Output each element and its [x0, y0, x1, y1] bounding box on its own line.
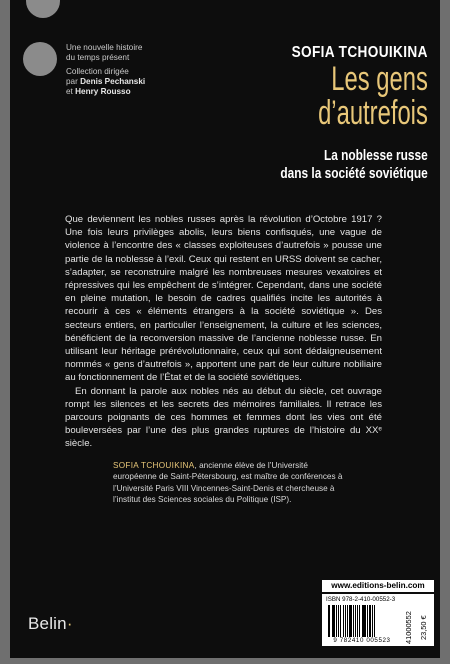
author-bio [113, 460, 353, 506]
book-subtitle-line-1: La noblesse russe [324, 148, 428, 164]
decorative-circle-top [26, 0, 60, 18]
book-title [318, 62, 428, 130]
barcode-number: 9 782410 005523 [333, 637, 391, 644]
blurb-paragraph-2: En donnant la parole aux nobles nés au début du siècle, cet ouvrage rompt les silences et les secrets des mémoires familiales. Il retrace les parcours poignants de ces hommes et femmes dont les vies ont été bouleversées par l’une des plus grandes ruptures de l’histoire du XXᵉ siècle. [65, 385, 382, 450]
series-line-1: Une nouvelle histoire [66, 43, 143, 52]
publisher-website: www.editions-belin.com [322, 580, 434, 592]
back-cover [10, 0, 440, 658]
bio-text: , ancienne élève de l’Université européenne de Saint-Pétersbourg, est maître de conférences à l’Université Paris VIII Vincennes-Saint-Denis et chercheuse à l’institut des Sciences sociales du Politique (ISP). [113, 461, 343, 505]
author-name: SOFIA TCHOUIKINA [291, 44, 428, 61]
barcode-panel [322, 594, 434, 646]
book-title-line-2: d’autrefois [318, 94, 428, 132]
series-line-4: par Denis Pechanski [66, 76, 146, 86]
product-code: 41000552 [404, 611, 413, 644]
publisher-name: Belin [28, 614, 67, 633]
series-line-2: du temps présent [66, 53, 130, 63]
publisher-dot: · [66, 614, 73, 633]
series-director-2: Henry Rousso [75, 87, 131, 97]
barcode-icon [328, 605, 396, 637]
series-line-5: et Henry Rousso [66, 87, 131, 97]
series-info [66, 43, 176, 97]
book-title-line-1: Les gens [331, 60, 428, 98]
series-director-1: Denis Pechanski [80, 76, 146, 86]
blurb-paragraph-1: Que deviennent les nobles russes après la révolution d’Octobre 1917 ? Une fois leurs privilèges abolis, leurs biens confisqués, une vague de violence à l’encontre des « classes exploiteuses d’autrefois » pousse une partie de la noblesse à l’exil. Ceux qui restent en URSS doivent se cacher, s’adapter, se reconstruire malgré les nombreuses mesures vexatoires et répressives qui les empêchent de s’intégrer. Cependant, dans une société en pleine mutation, le besoin de cadres qualifiés incite les autorités à recourir à ces « éléments étrangers à la société soviétique ». Des secteurs entiers, en particulier l’enseignement, la culture et les sciences, bénéficient de la reconversion massive de l’ancienne noblesse russe. En utilisant leur héritage prérévolutionnaire, ceux qui sont dédaigneusement nommés « gens d’autrefois », apportent une part de leur culture nobiliaire au fonctionnement de l’État et de la société soviétiques. [65, 214, 382, 384]
bio-author-name: SOFIA TCHOUIKINA [113, 461, 195, 470]
series-line-3: Collection dirigée [66, 66, 129, 76]
publisher-logo [28, 614, 73, 634]
price: 23,50 € [419, 615, 428, 640]
decorative-circle [23, 42, 57, 76]
book-subtitle [281, 147, 428, 183]
isbn: ISBN 978-2-410-00552-3 [326, 596, 396, 603]
blurb [65, 213, 382, 451]
book-subtitle-line-2: dans la société soviétique [280, 166, 428, 182]
